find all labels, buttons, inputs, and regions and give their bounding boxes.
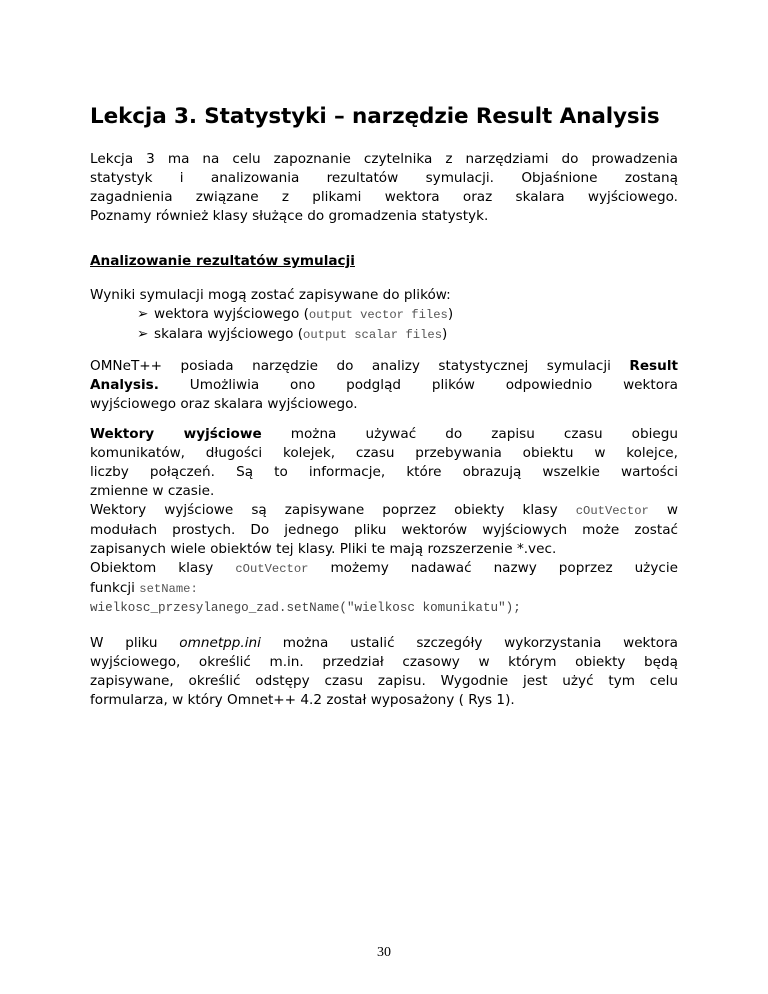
text-span: można ustalić szczegóły wykorzystania wektora bbox=[282, 635, 678, 651]
intro-line: Lekcja 3 ma na celu zapoznanie czytelnika z narzędziami do prowadzenia bbox=[90, 151, 678, 167]
code-class-name: cOutVector bbox=[575, 504, 649, 518]
section-heading: Analizowanie rezultatów symulacji bbox=[90, 253, 355, 269]
page-number: 30 bbox=[377, 945, 391, 960]
paragraph-line: komunikatów, długości kolejek, czasu przebywania obiektu w kolejce, bbox=[90, 445, 678, 461]
list-item-code: output vector files bbox=[308, 308, 448, 322]
paragraph-line bbox=[90, 501, 678, 521]
paragraph-line: wyjściowego oraz skalara wyjściowego. bbox=[90, 396, 358, 412]
arrow-bullet-icon: ➢ bbox=[137, 306, 149, 322]
arrow-bullet-icon: ➢ bbox=[137, 326, 149, 342]
paragraph-line: zapisywane, określić odstępy czasu zapisu. Wygodnie jest użyć tym celu bbox=[90, 673, 678, 689]
paragraph-line: wyjściowego, określić m.in. przedział czasowy w którym obiekty będą bbox=[90, 654, 678, 670]
list-item-text: skalara wyjściowego ( bbox=[154, 326, 304, 342]
ini-filename: omnetpp.ini bbox=[179, 635, 261, 651]
intro-line: Poznamy również klasy służące do gromadzenia statystyk. bbox=[90, 208, 489, 224]
text-span: można używać do zapisu czasu obiegu bbox=[290, 426, 678, 442]
code-class-name: cOutVector bbox=[235, 562, 309, 576]
text-span: Obiektom klasy bbox=[90, 560, 214, 576]
paragraph-line: zmienne w czasie. bbox=[90, 483, 215, 499]
lesson-title: Lekcja 3. Statystyki – narzędzie Result Analysis bbox=[90, 104, 660, 129]
paragraph-line: formularza, w który Omnet++ 4.2 został wyposażony ( Rys 1). bbox=[90, 692, 515, 708]
paragraph-line: liczby połączeń. Są to informacje, które obrazują wszelkie wartości bbox=[90, 464, 678, 480]
text-span: Wektory wyjściowe są zapisywane poprzez obiekty klasy bbox=[90, 502, 558, 518]
list-item-close: ) bbox=[442, 326, 448, 342]
paragraph-line: modułach prostych. Do jednego pliku wektorów wyjściowych może zostać bbox=[90, 522, 678, 538]
paragraph-line bbox=[90, 559, 678, 579]
intro-line: zagadnienia związane z plikami wektora oraz skalara wyjściowego. bbox=[90, 189, 678, 205]
result-analysis-bold: Result bbox=[629, 358, 678, 374]
code-function-name: setName: bbox=[139, 582, 198, 596]
text-span: OMNeT++ posiada narzędzie do analizy statystycznej symulacji bbox=[90, 358, 611, 374]
text-span: w bbox=[666, 502, 679, 518]
paragraph-line bbox=[90, 357, 678, 376]
text-span: W pliku bbox=[90, 635, 158, 651]
paragraph-line bbox=[90, 425, 678, 444]
code-example: wielkosc_przesylanego_zad.setName("wielkosc komunikatu"); bbox=[90, 601, 521, 615]
analysis-paragraph bbox=[90, 357, 678, 414]
paragraph-line bbox=[90, 376, 678, 395]
intro-line: statystyk i analizowania rezultatów symulacji. Objaśnione zostaną bbox=[90, 170, 678, 186]
text-span: Umożliwia ono podgląd plików odpowiednio wektora bbox=[189, 377, 678, 393]
list-item-text: wektora wyjściowego ( bbox=[154, 306, 309, 322]
list-item-close: ) bbox=[447, 306, 454, 322]
intro-paragraph bbox=[90, 150, 678, 226]
text-span: funkcji bbox=[90, 580, 135, 596]
list-item bbox=[137, 305, 453, 325]
text-span: możemy nadawać nazwy poprzez użycie bbox=[330, 560, 678, 576]
paragraph-line: zapisanych wiele obiektów tej klasy. Pliki te mają rozszerzenie *.vec. bbox=[90, 541, 557, 557]
paragraph-line bbox=[90, 634, 678, 653]
list-item-code: output scalar files bbox=[303, 328, 443, 342]
paragraph-line bbox=[90, 579, 678, 599]
ini-paragraph bbox=[90, 634, 678, 710]
vectors-paragraph bbox=[90, 425, 678, 618]
output-vectors-bold: Wektory wyjściowe bbox=[90, 426, 262, 442]
results-intro: Wyniki symulacji mogą zostać zapisywane do plików: bbox=[90, 287, 451, 303]
output-file-list bbox=[137, 305, 453, 345]
list-item bbox=[137, 325, 453, 345]
analysis-bold: Analysis. bbox=[90, 377, 159, 393]
